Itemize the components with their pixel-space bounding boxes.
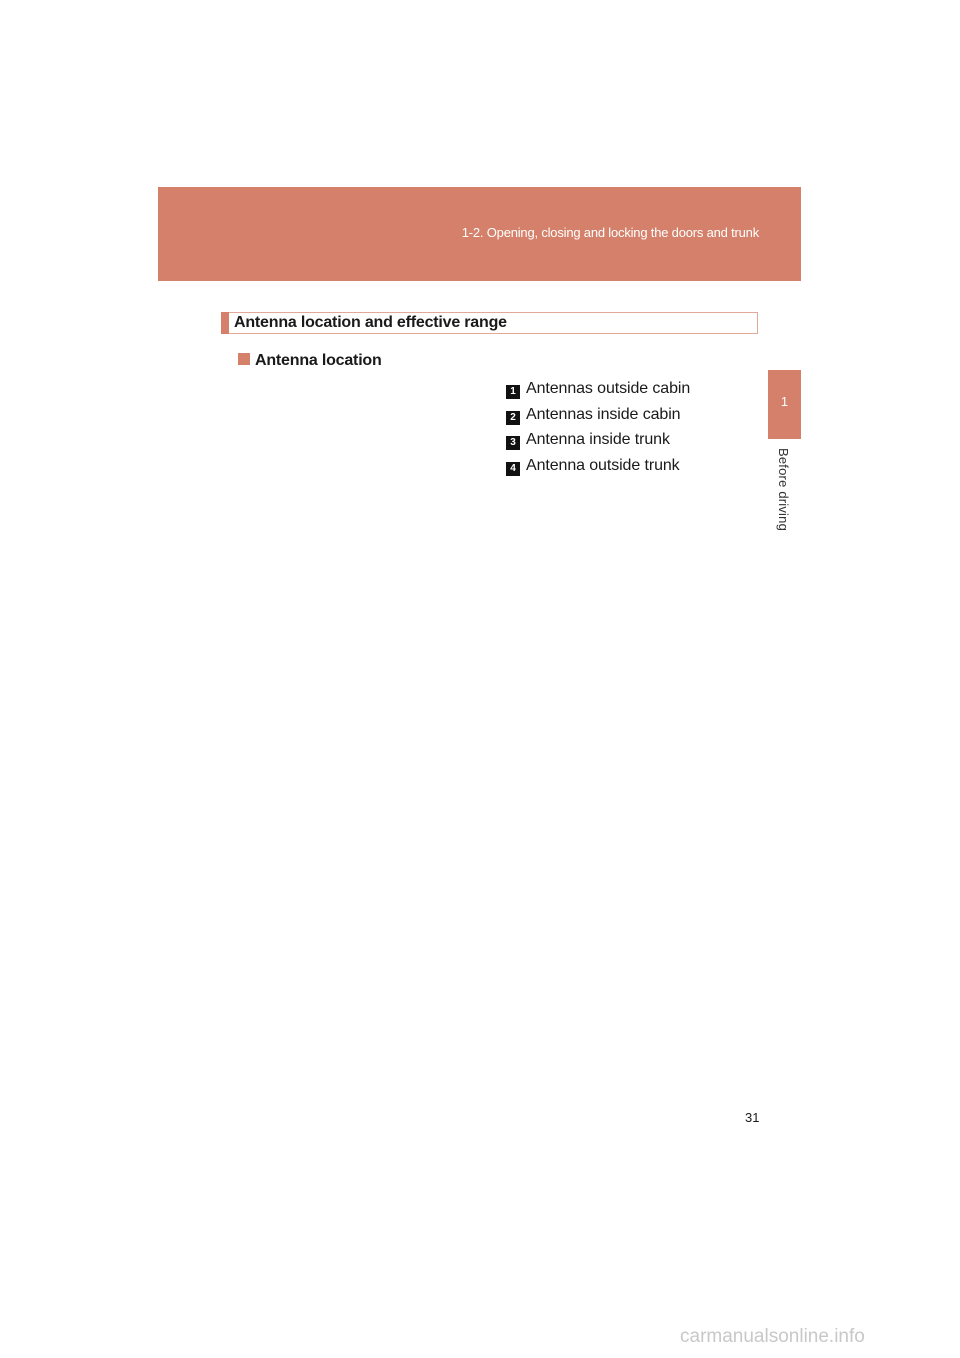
square-bullet-icon (238, 353, 250, 365)
section-label: 1-2. Opening, closing and locking the doors and trunk (461, 225, 759, 240)
watermark: carmanualsonline.info (680, 1326, 865, 1347)
legend-text: Antenna outside trunk (526, 457, 680, 475)
number-badge-icon: 3 (506, 436, 520, 450)
number-badge-icon: 4 (506, 462, 520, 476)
header-band (158, 187, 801, 281)
subheading (238, 352, 382, 370)
section-title-bar (221, 312, 758, 334)
section-title: Antenna location and effective range (234, 314, 507, 331)
chapter-tab[interactable] (768, 370, 801, 439)
chapter-title: Before driving (776, 448, 791, 532)
subheading-text: Antenna location (255, 352, 382, 369)
title-accent (221, 312, 229, 334)
legend-text: Antenna inside trunk (526, 431, 670, 449)
number-badge-icon: 1 (506, 385, 520, 399)
number-badge-icon: 2 (506, 411, 520, 425)
chapter-number: 1 (780, 394, 789, 409)
legend-text: Antennas outside cabin (526, 380, 691, 397)
legend-text: Antennas inside cabin (526, 405, 681, 423)
page-number: 31 (745, 1110, 760, 1125)
